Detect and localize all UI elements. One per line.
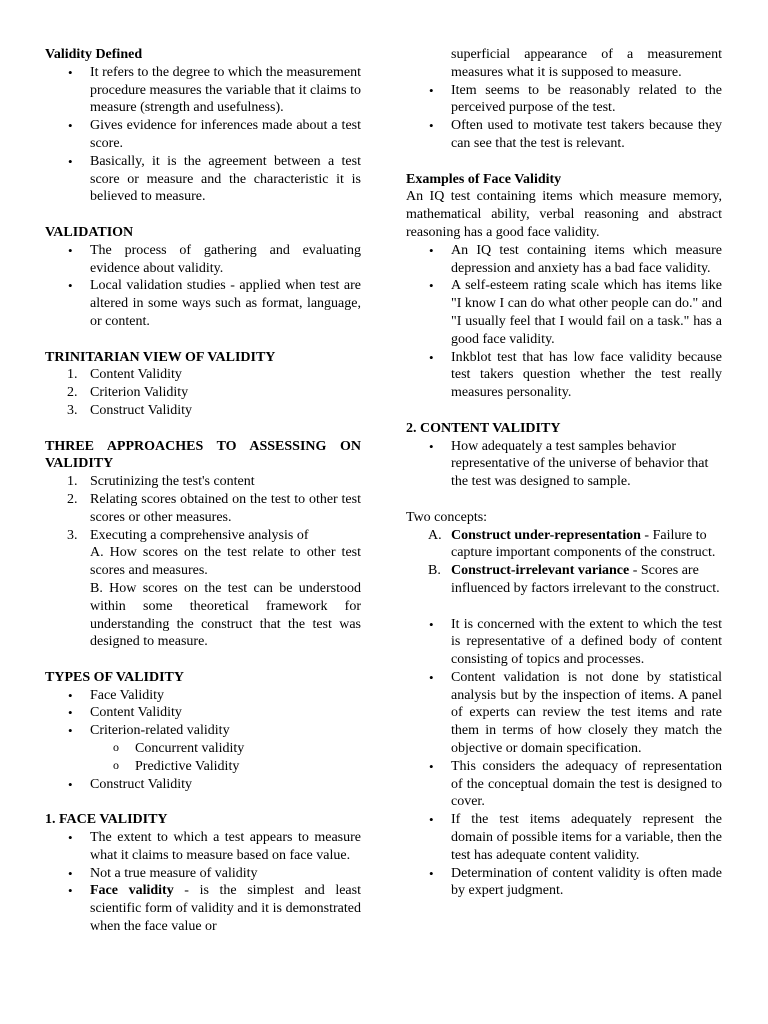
list-item: • It is concerned with the extent to which the test is representative of a defined body of content consisting of topics and processes. xyxy=(406,616,722,669)
list-item: • The process of gathering and evaluating evidence about validity. xyxy=(45,242,361,278)
sub-list-item: o Predictive Validity xyxy=(45,758,361,776)
list-item: • Not a true measure of validity xyxy=(45,865,361,883)
list-item: • Local validation studies - applied when test are altered in some ways such as format, language, or content. xyxy=(45,277,361,330)
list-item: 3. Executing a comprehensive analysis of xyxy=(67,527,309,543)
list-item: • Item seems to be reasonably related to the perceived purpose of the test. xyxy=(406,82,722,118)
bold-term: Face validity xyxy=(90,883,174,899)
list-item: • Content Validity xyxy=(45,704,361,722)
validation-list xyxy=(45,242,361,331)
approach-sub-b: B. How scores on the test can be understood within some theoretical framework for understanding the construct that the test was designed to measure. xyxy=(90,580,361,650)
list-item: • It refers to the degree to which the measurement procedure measures the variable that it claims to measure (strength and usefulness). xyxy=(45,64,361,117)
list-item: • If the test items adequately represent the domain of possible items for a variable, then the test has adequate content validity. xyxy=(406,811,722,864)
concepts-list xyxy=(406,527,722,598)
list-item: 2. Relating scores obtained on the test to other test scores or other measures. xyxy=(67,491,361,525)
heading-trinitarian-view: TRINITARIAN VIEW OF VALIDITY xyxy=(45,349,276,365)
right-column xyxy=(406,46,722,900)
list-item: B. Construct-irrelevant variance - Scores are influenced by factors irrelevant to the construct. xyxy=(428,563,720,596)
sub-list-item: o Concurrent validity xyxy=(45,740,361,758)
list-item: • A self-esteem rating scale which has items like "I know I can do what other people can do." and "I usually feel that I would fail on a task." has a good face validity. xyxy=(406,277,722,348)
list-item: 1. Content Validity xyxy=(67,367,182,383)
list-item: • Construct Validity xyxy=(45,776,361,794)
types-list xyxy=(45,687,361,794)
list-item: • This considers the adequacy of representation of the conceptual domain the test is designed to cover. xyxy=(406,758,722,811)
two-concepts-label: Two concepts: xyxy=(406,509,488,525)
list-item: • Determination of content validity is often made by expert judgment. xyxy=(406,865,722,901)
list-item: • Face Validity xyxy=(45,687,361,705)
heading-validation: VALIDATION xyxy=(45,224,134,240)
approaches-list xyxy=(45,473,361,544)
approach-sub-a: A. How scores on the test relate to other test scores and measures. xyxy=(90,545,361,579)
list-item: • How adequately a test samples behavior representative of the universe of behavior that the test was designed to sample. xyxy=(406,438,722,491)
list-item: A. Construct under-representation - Failure to capture important components of the construct. xyxy=(428,527,716,561)
heading-face-validity: 1. FACE VALIDITY xyxy=(45,812,168,828)
face-validity-list xyxy=(45,829,361,936)
list-item: 1. Scrutinizing the test's content xyxy=(67,474,255,490)
list-item: 3. Construct Validity xyxy=(67,402,193,418)
heading-types-of-validity: TYPES OF VALIDITY xyxy=(45,669,185,685)
heading-content-validity: 2. CONTENT VALIDITY xyxy=(406,420,561,436)
list-item: • Basically, it is the agreement between a test score or measure and the characteristic it is believed to measure. xyxy=(45,153,361,206)
examples-intro: An IQ test containing items which measure memory, mathematical ability, verbal reasoning and abstract reasoning has a good face validity. xyxy=(406,189,722,240)
list-item: 2. Criterion Validity xyxy=(67,385,189,401)
content-validity-list-2 xyxy=(406,616,722,901)
list-item: • Face validity - is the simplest and least scientific form of validity and it is demonstrated when the face value or xyxy=(45,882,361,935)
list-item: • The extent to which a test appears to measure what it claims to measure based on face value. xyxy=(45,829,361,865)
list-item: • An IQ test containing items which measure depression and anxiety has a bad face validity. xyxy=(406,242,722,278)
heading-validity-defined: Validity Defined xyxy=(45,47,143,62)
face-validity-continuation: superficial appearance of a measurement measures what it is supposed to measure. xyxy=(451,47,722,80)
list-item: • Inkblot test that has low face validity because test takers question whether the test really measures personality. xyxy=(406,349,722,402)
trinitarian-list xyxy=(45,366,361,419)
heading-examples-face-validity: Examples of Face Validity xyxy=(406,171,562,187)
list-item: • Often used to motivate test takers because they can see that the test is relevant. xyxy=(406,117,722,153)
heading-three-approaches: THREE APPROACHES TO ASSESSING ON VALIDITY xyxy=(45,438,361,472)
content-validity-list xyxy=(406,438,722,491)
validity-defined-list xyxy=(45,64,361,206)
list-item: • Criterion-related validity xyxy=(45,722,361,740)
left-column xyxy=(45,46,361,936)
examples-list xyxy=(406,242,722,402)
face-validity-list-cont xyxy=(406,82,722,153)
list-item: • Gives evidence for inferences made about a test score. xyxy=(45,117,361,153)
list-item: • Content validation is not done by statistical analysis but by the inspection of items. A panel of experts can review the test items and rate them in terms of how closely they match the objective or domain specification. xyxy=(406,669,722,758)
